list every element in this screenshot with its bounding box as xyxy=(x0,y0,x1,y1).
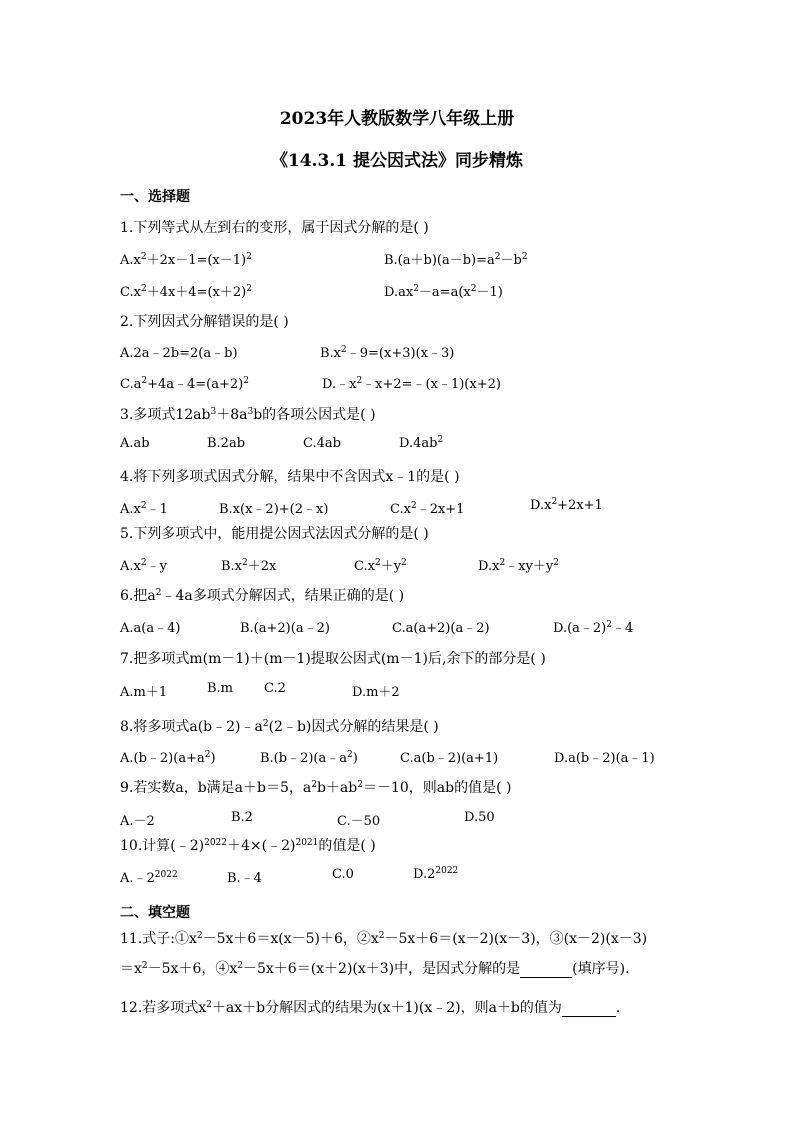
q1-option-d: $D.ax^2-a=a(x^2-1)$ xyxy=(384,284,503,300)
q8-option-a: $A.(b﹣2)(a+a^2)$ xyxy=(120,750,216,766)
q9-option-a: A.－2 xyxy=(120,814,155,829)
section-heading-fill: 二、填空题 xyxy=(120,905,190,921)
q8-option-b: $B.(b﹣2)(a﹣a^2)$ xyxy=(260,750,358,766)
q3-option-c: C.4ab xyxy=(303,436,341,451)
q2-option-c: $C.a^2+4a﹣4=(a+2)^2$ xyxy=(120,376,249,392)
q8-option-d: D.a(b﹣2)(a﹣1) xyxy=(554,751,655,766)
q2-option-d: $D.﹣x^2﹣x+2=﹣(x﹣1)(x+2)$ xyxy=(322,376,501,392)
q4-option-a: $A.x^2﹣1$ xyxy=(120,501,168,517)
question-3-stem: 3.多项式$12ab^3+8a^3b$的各项公因式是( ) xyxy=(120,407,376,423)
q3-option-a: A.ab xyxy=(120,436,150,451)
q9-option-b: B.2 xyxy=(231,810,253,825)
question-4-stem: 4.将下列多项式因式分解，结果中不含因式x﹣1的是( ) xyxy=(120,469,460,485)
answer-blank-12 xyxy=(562,1002,616,1017)
q1-option-a: $A.x^2+2x-1=(x-1)^2$ xyxy=(120,252,252,268)
q9-option-c: C.－50 xyxy=(337,814,381,829)
question-6-stem: 6.把$a^2﹣4a$多项式分解因式，结果正确的是( ) xyxy=(120,588,405,604)
q3-option-b: B.2ab xyxy=(207,436,246,451)
question-1-stem: 1.下列等式从左到右的变形，属于因式分解的是( ) xyxy=(120,220,429,236)
q6-option-a: A.a(a﹣4) xyxy=(120,621,181,636)
section-heading-choice: 一、选择题 xyxy=(120,189,190,205)
q7-option-d: D.m＋2 xyxy=(352,685,400,700)
q4-option-d: $D.x^2+2x+1$ xyxy=(530,497,603,513)
q1-option-c: $C.x^2+4x+4=(x+2)^2$ xyxy=(120,284,252,300)
question-7-stem: 7.把多项式m(m－1)＋(m－1)提取公因式(m－1)后,余下的部分是( ) xyxy=(120,651,546,667)
question-11-line-2: $=x^2-5x+6$，$④x^2-5x+6=(x+2)(x+3)$中，是因式分解的是 (填序号). xyxy=(120,961,630,977)
page-subtitle: 《14.3.1 提公因式法》同步精炼 xyxy=(270,151,524,171)
q8-option-c: C.a(b﹣2)(a+1) xyxy=(400,751,499,766)
q2-option-b: $B.x^2﹣9=(x+3)(x﹣3)$ xyxy=(320,345,455,361)
question-11-line-1: 11.式子$:①x^2-5x+6=x(x-5)+6$，$②x^2-5x+6=(x-2)(x-3)$，③(x－2)(x－3) xyxy=(120,931,648,947)
question-2-stem: 2.下列因式分解错误的是( ) xyxy=(120,314,289,330)
q6-option-b: B.(a+2)(a﹣2) xyxy=(240,621,330,636)
question-5-stem: 5.下列多项式中，能用提公因式法因式分解的是( ) xyxy=(120,526,429,542)
q10-option-b: B.﹣4 xyxy=(227,871,262,886)
q10-option-d: $D.2^{2022}$ xyxy=(413,866,459,882)
q5-option-a: $A.x^2﹣y$ xyxy=(120,558,167,574)
answer-blank-11 xyxy=(520,963,572,978)
question-8-stem: 8.将多项式$a(b﹣2)﹣a^2(2﹣b)$因式分解的结果是( ) xyxy=(120,719,439,735)
q4-option-b: B.x(x﹣2)+(2﹣x) xyxy=(219,502,329,517)
q10-option-a: $A.﹣2^{2022}$ xyxy=(120,870,178,886)
q9-option-d: D.50 xyxy=(464,810,495,825)
q2-option-a: A.2a﹣2b=2(a﹣b) xyxy=(120,346,238,361)
q6-option-d: D.(a﹣2)$^2$﹣4 xyxy=(553,620,634,636)
q5-option-d: $D.x^2﹣xy+y^2$ xyxy=(478,558,559,574)
q4-option-c: $C.x^2﹣2x+1$ xyxy=(390,501,465,517)
q5-option-c: $C.x^2+y^2$ xyxy=(354,558,407,574)
q3-option-d: $D.4ab^2$ xyxy=(399,435,444,451)
question-10-stem: 10.计算(﹣2)$^{2022}$＋4×(﹣2)$^{2021}$的值是( ) xyxy=(120,838,376,854)
q6-option-c: C.a(a+2)(a﹣2) xyxy=(392,621,490,636)
q5-option-b: $B.x^2+2x$ xyxy=(221,558,277,574)
q7-option-b: B.m xyxy=(207,681,234,696)
q10-option-c: C.0 xyxy=(332,867,354,882)
q1-option-b: $B.(a+b)(a-b)=a^2-b^2$ xyxy=(384,252,528,268)
page-title: 2023年人教版数学八年级上册 xyxy=(279,109,515,129)
question-12-stem: 12.若多项式$x^2+ax+b$分解因式的结果为(x＋1)(x﹣2)，则a＋b的值为 . xyxy=(120,1000,621,1016)
q7-option-c: C.2 xyxy=(264,681,286,696)
question-9-stem: 9.若实数a，b满足a＋b＝5，$a^2b+ab^2=-10$，则ab的值是( ) xyxy=(120,780,512,796)
q7-option-a: A.m＋1 xyxy=(120,685,168,700)
